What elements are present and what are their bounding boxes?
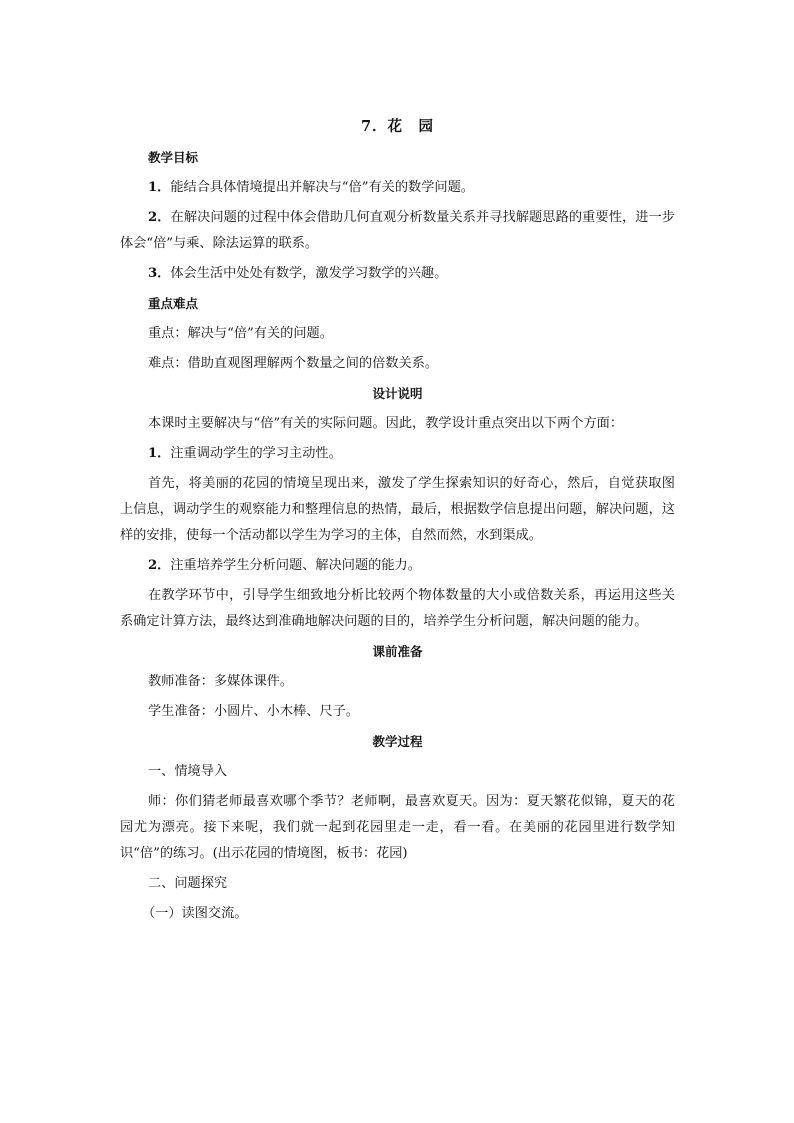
section-1-paragraph: 师：你们猜老师最喜欢哪个季节？老师啊，最喜欢夏天。因为：夏天繁花似锦，夏天的花园尤为漂亮。接下来呢，我们就一起到花园里走一走，看一看。在美丽的花园里进行数学知识“倍”的练习。(出示花园的情境图，板书：花园) [120,794,675,861]
design-paragraph-2: 在教学环节中，引导学生细致地分析比较两个物体数量的大小或倍数关系，再运用这些关系确定计算方法，最终达到准确地解决问题的目的，培养学生分析问题，解决问题的能力。 [120,588,675,629]
design-point-2 [120,553,675,579]
teacher-prep: 教师准备：多媒体课件。 [148,674,294,689]
goal-text: 能结合具体情境提出并解决与“倍”有关的数学问题。 [170,180,474,195]
section-1-heading: 一、情境导入 [148,764,228,779]
goal-text: 体会生活中处处有数学，激发学习数学的兴趣。 [170,266,448,281]
design-intro: 本课时主要解决与“倍”有关的实际问题。因此，教学设计重点突出以下两个方面： [148,416,624,431]
process-heading: 教学过程 [372,734,423,749]
key-point: 重点：解决与“倍”有关的问题。 [148,326,333,341]
section-2-heading: 二、问题探究 [148,876,228,891]
goal-item-1 [120,175,675,201]
student-prep: 学生准备：小圆片、小木棒、尺子。 [148,704,359,719]
goals-heading: 教学目标 [148,150,199,165]
design-heading: 设计说明 [372,386,423,401]
goal-number: 3． [148,266,171,281]
key-points-heading: 重点难点 [148,296,199,311]
goal-item-3 [120,261,675,287]
page-title: 7．花 园 [360,118,435,135]
design-point-1 [120,441,675,467]
design-paragraph-1: 首先，将美丽的花园的情境呈现出来，激发了学生探索知识的好奇心，然后，自觉获取图上信息，调动学生的观察能力和整理信息的热情，最后，根据数学信息提出问题，解决问题，这样的安排，使每一个活动都以学生为学习的主体，自然而然，水到渠成。 [120,476,675,543]
design-point-number: 2． [148,558,171,573]
subsection-1-heading: （一）读图交流。 [142,906,248,921]
design-point-text: 注重调动学生的学习主动性。 [170,446,342,461]
prep-heading: 课前准备 [372,644,423,659]
design-point-text: 注重培养学生分析问题、解决问题的能力。 [170,558,421,573]
goal-item-2 [120,205,675,257]
goal-number: 1． [148,180,171,195]
design-point-number: 1． [148,446,171,461]
goal-number: 2． [148,210,171,225]
goal-text: 在解决问题的过程中体会借助几何直观分析数量关系并寻找解题思路的重要性，进一步体会“倍”与乘、除法运算的联系。 [120,210,675,251]
document-body [120,114,675,931]
difficult-point: 难点：借助直观图理解两个数量之间的倍数关系。 [148,356,439,371]
